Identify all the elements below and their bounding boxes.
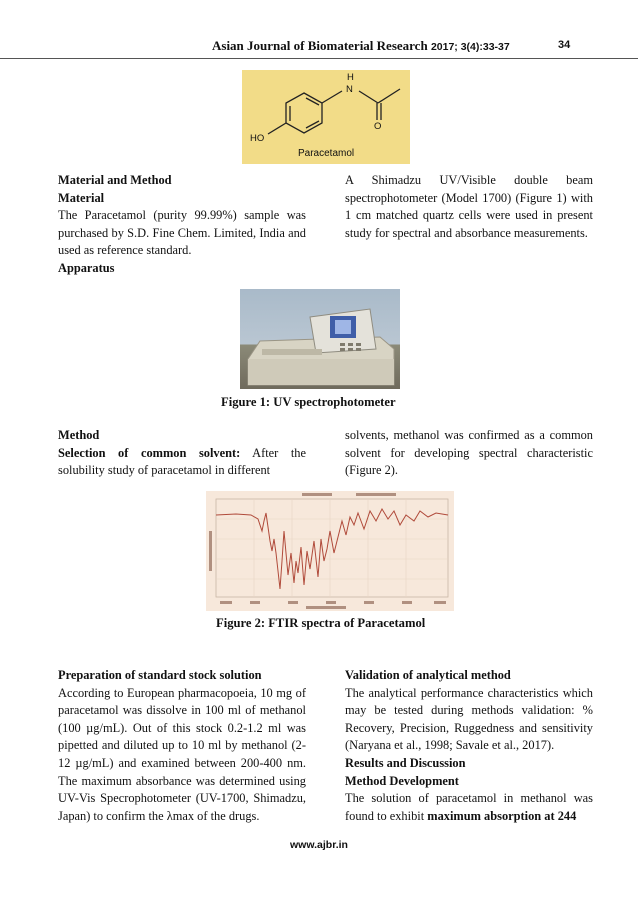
heading-material-method: Material and Method bbox=[58, 173, 172, 187]
method-development-text bbox=[345, 790, 593, 825]
heading-method-development: Method Development bbox=[345, 773, 459, 788]
heading-material: Material bbox=[58, 190, 105, 205]
solvent-continued bbox=[345, 427, 593, 480]
solvent-lead: Selection of common solvent: bbox=[58, 445, 241, 460]
material-text: The Paracetamol (purity 99.99%) sample was purchased by S.D. Fine Chem. Limited, India and used as reference standard. bbox=[58, 208, 306, 258]
ftir-spectrum-drawing bbox=[206, 491, 454, 611]
h-atom-label: H bbox=[347, 72, 354, 83]
stock-solution-text: According to European pharmacopoeia, 10 mg of paracetamol was dissolve in 100 ml of methanol (100 µg/mL). Out of this stock 0.2-1.2 ml was pipetted and diluted up to 10 ml by methanol (2-12 µg/mL) and examined between 200-400 nm. The maximum absorbance was determined using UV-Vis Specrophotometer (UV-1700, Shimadzu, Japan) to confirm the λmax of the drugs. bbox=[58, 685, 306, 823]
figure1-caption: Figure 1: UV spectrophotometer bbox=[221, 395, 396, 409]
method-section bbox=[58, 427, 306, 480]
uv-spectrophotometer-photo bbox=[240, 289, 400, 389]
heading-apparatus: Apparatus bbox=[58, 260, 115, 275]
solvent-text-end: solvents, methanol was confirmed as a common solvent for developing spectral characteristic (Figure 2). bbox=[345, 428, 593, 478]
structure-caption: Paracetamol bbox=[298, 148, 355, 159]
figure2-caption: Figure 2: FTIR spectra of Paracetamol bbox=[216, 616, 426, 630]
n-atom-label: N bbox=[346, 84, 353, 95]
heading-results: Results and Discussion bbox=[345, 755, 466, 770]
ftir-spectrum-figure bbox=[206, 491, 454, 611]
validation-section bbox=[345, 667, 593, 825]
journal-title: Asian Journal of Biomaterial Research 2017; 3(4):33-37 bbox=[212, 38, 510, 53]
apparatus-text: A Shimadzu UV/Visible double beam spectrophotometer (Model 1700) (Figure 1) with 1 cm matched quartz cells were used in present study for spectral and absorbance measurements. bbox=[345, 173, 593, 240]
heading-method: Method bbox=[58, 428, 100, 442]
heading-stock-solution: Preparation of standard stock solution bbox=[58, 668, 262, 682]
solvent-text: After the solubility study of paracetamol in different bbox=[58, 445, 306, 478]
journal-volume: 2017; 3(4):33-37 bbox=[430, 41, 510, 53]
material-section bbox=[58, 172, 306, 278]
o-atom-label: O bbox=[374, 121, 382, 132]
running-header bbox=[0, 38, 638, 58]
solvent-text-start bbox=[58, 445, 306, 480]
heading-validation: Validation of analytical method bbox=[345, 668, 511, 682]
validation-text: The analytical performance characteristics which may be tested during methods validation: % Recovery, Precision, Ruggedness and sensitivity (Naryana et al., 1998; Savale et al., 2017). bbox=[345, 685, 593, 753]
page-number: 34 bbox=[558, 39, 571, 51]
header-divider bbox=[0, 58, 638, 59]
paracetamol-structure-figure bbox=[242, 70, 410, 164]
apparatus-description bbox=[345, 172, 593, 242]
stock-solution-section bbox=[58, 667, 306, 825]
method-development-body: The solution of paracetamol in methanol was found to exhibit bbox=[345, 791, 593, 823]
method-development-bold: maximum absorption at 244 bbox=[427, 808, 577, 823]
ho-label: HO bbox=[250, 133, 265, 144]
footer-url: www.ajbr.in bbox=[290, 839, 348, 851]
